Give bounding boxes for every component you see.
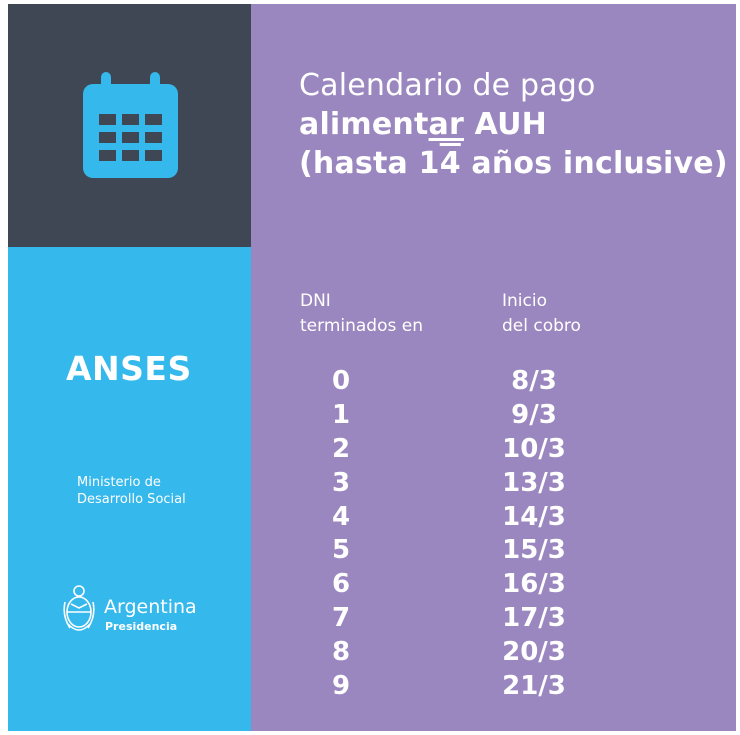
payment-date: 10/3 [502,433,566,464]
table-row [321,364,621,398]
title-line2-part-b: ar [428,107,464,142]
column-header-inicio-line1: Inicio [502,291,547,311]
argentina-seal-icon [62,584,96,636]
table-row [321,635,621,669]
payment-date: 8/3 [511,365,557,396]
dni-digit: 4 [331,501,351,532]
title-line3-part-a: (hasta 1 [299,146,440,181]
payment-calendar-card [8,4,736,731]
title-line3-part-b: 4 [439,146,461,181]
title-line2 [299,105,728,144]
page-title [299,66,728,183]
payment-date: 13/3 [502,467,566,498]
column-header-inicio-line2: del cobro [502,316,581,336]
icon-panel [8,4,251,247]
schedule-table [321,364,621,703]
ministerio-line1: Ministerio de [77,475,161,490]
title-line2-part-a: aliment [299,107,429,142]
table-row [321,398,621,432]
title-line3-part-c: años inclusive) [460,146,728,181]
dni-digit: 1 [331,399,351,430]
table-row [321,567,621,601]
payment-date: 16/3 [502,569,566,600]
presidencia-label: Presidencia [105,620,178,633]
payment-date: 15/3 [502,535,566,566]
argentina-label: Argentina [104,596,197,618]
title-line2-part-c: AUH [463,107,547,142]
table-row [321,669,621,703]
anses-logo: ANSES [66,349,192,388]
column-header-dni-line2: terminados en [300,316,423,336]
payment-date: 17/3 [502,603,566,634]
payment-date: 14/3 [502,501,566,532]
title-line3 [299,144,728,183]
table-row [321,466,621,500]
table-row [321,432,621,466]
schedule-panel [251,4,736,731]
column-header-dni-line1: DNI [300,291,331,311]
dni-digit: 3 [331,467,351,498]
payment-date: 20/3 [502,637,566,668]
dni-digit: 2 [331,433,351,464]
ministerio-label [77,474,186,508]
table-row [321,533,621,567]
table-row [321,601,621,635]
payment-date: 21/3 [502,670,566,701]
dni-digit: 0 [331,365,351,396]
calendar-icon [83,70,178,178]
dni-digit: 8 [331,637,351,668]
column-header-dni [300,289,423,339]
dni-digit: 9 [331,670,351,701]
payment-date: 9/3 [511,399,557,430]
dni-digit: 5 [331,535,351,566]
dni-digit: 6 [331,569,351,600]
column-header-inicio [502,289,581,339]
table-row [321,500,621,534]
ministerio-line2: Desarrollo Social [77,492,186,507]
title-line1: Calendario de pago [299,68,596,103]
dni-digit: 7 [331,603,351,634]
